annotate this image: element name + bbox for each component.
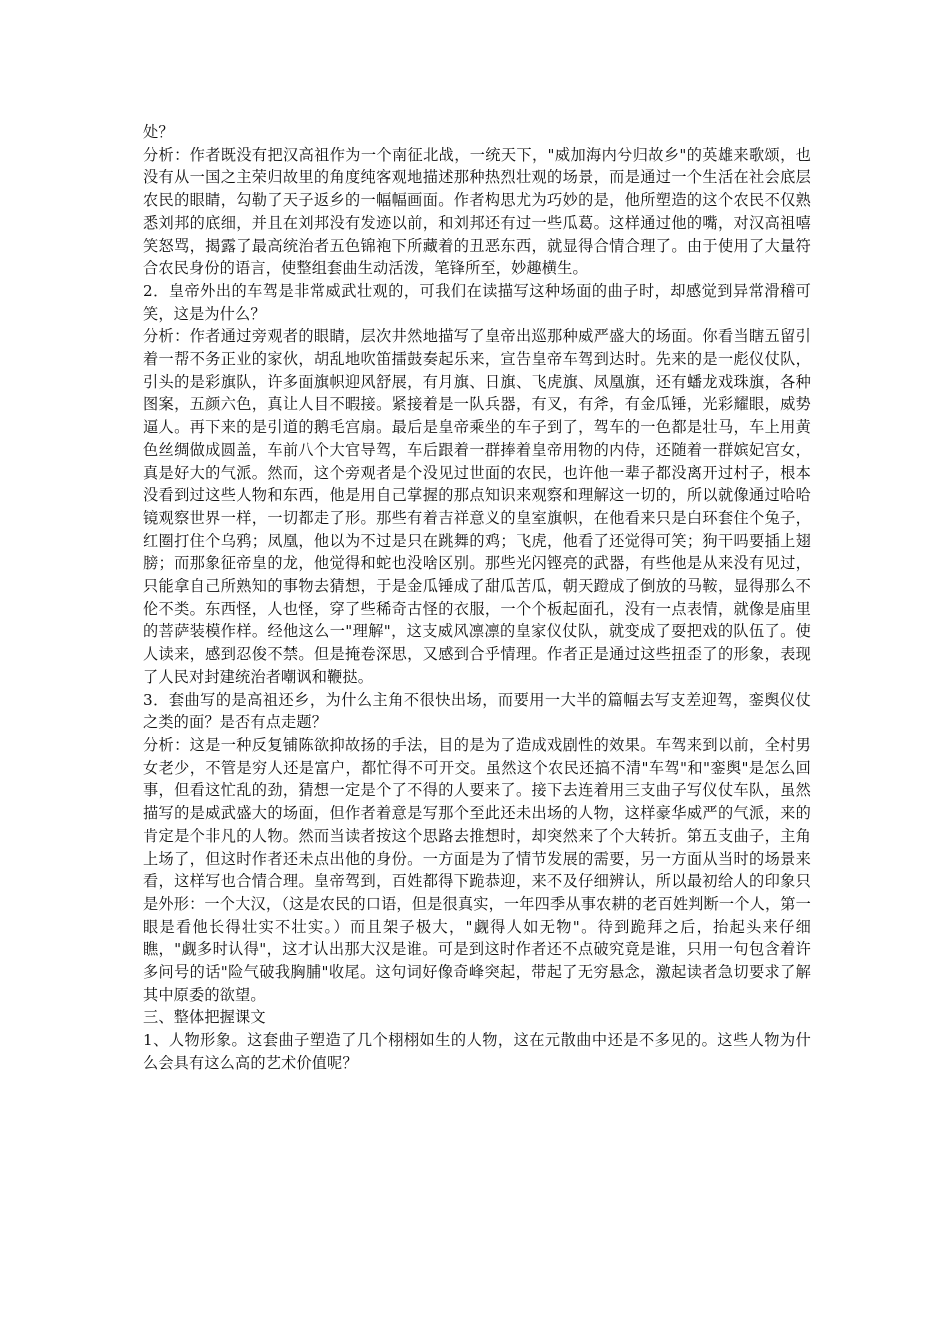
document-body bbox=[143, 121, 811, 1075]
paragraph-analysis-2: 分析：作者通过旁观者的眼睛，层次井然地描写了皇帝出巡那种威严盛大的场面。你看当瞎五留引着一帮不务正业的家伙，胡乱地吹笛擂鼓奏起乐来，宣告皇帝车驾到达时。先来的是一彪仪仗队，引头的是彩旗队，许多面旗帜迎风舒展，有月旗、日旗、飞虎旗、凤凰旗，还有蟠龙戏珠旗，各种图案，五颜六色，真让人目不暇接。紧接着是一队兵器，有叉，有斧，有金瓜锤，光彩耀眼，威势逼人。再下来的是引道的鹅毛宫扇。最后是皇帝乘坐的车子到了，驾车的一色都是壮马，车上用黄色丝绸做成圆盖，车前八个大官导驾，车后跟着一群捧着皇帝用物的内侍，还随着一群嫔妃宫女，真是好大的气派。然而，这个旁观者是个没见过世面的农民，也许他一辈子都没离开过村子，根本没看到过这些人物和东西，他是用自己掌握的那点知识来观察和理解这一切的，所以就像通过哈哈镜观察世界一样，一切都走了形。那些有着吉祥意义的皇室旗帜，在他看来只是白环套住个兔子，红圈打住个乌鸦；凤凰，他以为不过是只在跳舞的鸡；飞虎，他看了还觉得可笑；狗干吗要插上翅膀；而那象征帝皇的龙，他觉得和蛇也没啥区别。那些光闪铿亮的武器，有些他是从来没有见过，只能拿自己所熟知的事物去猜想，于是金瓜锤成了甜瓜苦瓜，朝天蹬成了倒放的马鞍，显得那么不伦不类。东西怪，人也怪，穿了些稀奇古怪的衣服，一个个板起面孔，没有一点表情，就像是庙里的菩萨装模作样。经他这么一"理解"，这支威风凛凛的皇家仪仗队，就变成了耍把戏的队伍了。使人读来，感到忍俊不禁。但是掩卷深思，又感到合乎情理。作者正是通过这些扭歪了的形象，表现了人民对封建统治者嘲讽和鞭挞。 bbox=[143, 327, 811, 686]
paragraph-analysis-3: 分析：这是一种反复铺陈欲抑故扬的手法，目的是为了造成戏剧性的效果。车驾来到以前，全村男女老少，不管是穷人还是富户，都忙得不可开交。虽然这个农民还搞不清"车驾"和"銮舆"是怎么回事，但看这忙乱的劲，猜想一定是个了不得的人要来了。接下去连着用三支曲子写仪仗车队，虽然描写的是威武盛大的场面，但作者着意是写那个至此还未出场的人物，这样豪华威严的气派，来的肯定是个非凡的人物。然而当读者按这个思路去推想时，却突然来了个大转折。第五支曲子，主角上场了，但这时作者还未点出他的身份。一方面是为了情节发展的需要，另一方面从当时的场景来看，这样写也合情合理。皇帝驾到，百姓都得下跪恭迎，来不及仔细辨认，所以最初给人的印象只是外形：一个大汉，（这是农民的口语，但是很真实，一年四季从事农耕的老百姓判断一个人，第一眼是看他长得壮实不壮实。）而且架子极大，"觑得人如无物"。待到跪拜之后，抬起头来仔细瞧，"觑多时认得"，这才认出那大汉是谁。可是到这时作者还不点破究竟是谁，只用一句包含着许多问号的话"险气破我胸脯"收尾。这句词好像奇峰突起，带起了无穷悬念，激起读者急切要求了解其中原委的欲望。 bbox=[143, 735, 811, 1004]
paragraph-analysis-1: 分析：作者既没有把汉高祖作为一个南征北战，一统天下，"威加海内兮归故乡"的英雄来歌颂，也没有从一国之主荣归故里的角度纯客观地描述那种热烈壮观的场景，而是通过一个生活在社会底层农民的眼睛，勾勒了天子返乡的一幅幅画面。作者构思尤为巧妙的是，他所塑造的这个农民不仅熟悉刘邦的底细，并且在刘邦没有发迹以前，和刘邦还有过一些瓜葛。这样通过他的嘴，对汉高祖嘻笑怒骂，揭露了最高统治者五色锦袍下所藏着的丑恶东西，就显得合情合理了。由于使用了大量符合农民身份的语言，使整组套曲生动活泼，笔锋所至，妙趣横生。 bbox=[143, 145, 811, 278]
paragraph-question-2: 2．皇帝外出的车驾是非常威武壮观的，可我们在读描写这种场面的曲子时，却感觉到异常滑稽可笑，这是为什么？ bbox=[143, 281, 811, 323]
paragraph-character-image: 1、人物形象。这套曲子塑造了几个栩栩如生的人物，这在元散曲中还是不多见的。这些人物为什么会具有这么高的艺术价值呢？ bbox=[143, 1031, 811, 1072]
paragraph-question-3: 3．套曲写的是高祖还乡，为什么主角不很快出场，而要用一大半的篇幅去写支差迎驾，銮舆仪仗之类的面？是否有点走题？ bbox=[143, 690, 811, 732]
section-heading-3: 三、整体把握课文 bbox=[143, 1008, 266, 1027]
paragraph-question-continuation: 处？ bbox=[143, 123, 174, 141]
